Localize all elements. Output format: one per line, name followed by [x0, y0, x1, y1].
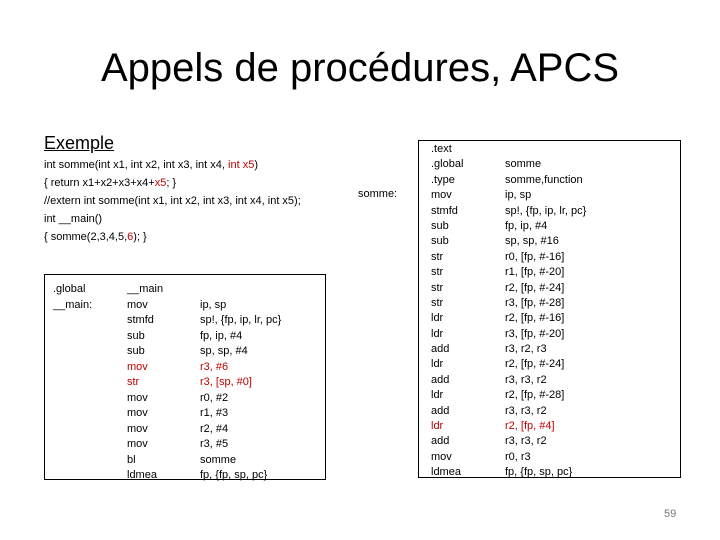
- asm-operand: r2, #4: [200, 422, 229, 435]
- asm-opcode: .type: [431, 173, 455, 186]
- main-asm-box: [44, 274, 326, 480]
- c-code-segment: //extern int somme(int x1, int x2, int x3, int x4, int x5);: [44, 195, 301, 207]
- asm-operand: fp, ip, #4: [505, 219, 548, 232]
- asm-operand: r3, [fp, #-20]: [505, 327, 565, 340]
- somme-asm-operands: [505, 157, 586, 480]
- asm-operand: r3, #5: [200, 438, 229, 450]
- c-code-segment: ); }: [133, 231, 147, 243]
- c-code-segment: { return x1+x2+x3+x4+: [44, 177, 155, 189]
- asm-opcode: mov: [127, 438, 148, 450]
- asm-operand: r2, [fp, #-16]: [505, 312, 565, 325]
- somme-asm-opcodes: [431, 142, 463, 481]
- asm-operand: r1, [fp, #-20]: [505, 266, 565, 279]
- main-asm-labels: [53, 282, 92, 313]
- asm-opcode: str: [431, 266, 444, 279]
- c-code-line: [44, 228, 301, 246]
- asm-opcode: add: [431, 435, 450, 448]
- asm-opcode: mov: [431, 450, 452, 463]
- asm-operand: sp, sp, #16: [505, 235, 559, 248]
- main-asm-operands: [200, 298, 281, 484]
- asm-operand: r3, [fp, #-28]: [505, 296, 565, 309]
- c-code-line: [44, 210, 301, 228]
- asm-operand: r0, [fp, #-16]: [505, 250, 565, 263]
- somme-asm-box: [418, 140, 681, 478]
- asm-opcode: sub: [431, 219, 449, 232]
- main-asm-opcodes: [127, 282, 163, 484]
- asm-opcode: mov: [127, 407, 148, 419]
- asm-operand: r3, r3, r2: [505, 435, 547, 448]
- asm-label: __main:: [53, 298, 93, 311]
- asm-operand: sp, sp, #4: [200, 345, 248, 357]
- asm-opcode: ldmea: [127, 469, 157, 481]
- asm-opcode: ldr: [431, 327, 444, 340]
- asm-operand: r2, [fp, #-24]: [505, 358, 565, 371]
- asm-operand: r3, r2, r3: [505, 343, 547, 356]
- asm-operand: somme: [505, 158, 542, 171]
- asm-opcode: mov: [127, 422, 148, 435]
- c-code-segment: int somme(int x1, int x2, int x3, int x4,: [44, 159, 229, 171]
- asm-operand: r3, r3, r2: [505, 404, 547, 417]
- asm-opcode: mov: [127, 391, 148, 404]
- asm-operand: r3, [sp, #0]: [200, 376, 252, 388]
- asm-operand: r0, #2: [200, 391, 229, 404]
- asm-opcode: stmfd: [127, 314, 154, 326]
- c-code-segment: ; }: [166, 177, 177, 189]
- exemple-heading: Exemple: [44, 133, 115, 153]
- asm-operand: ip, sp: [200, 298, 227, 311]
- asm-operand: r3, r3, r2: [505, 373, 547, 386]
- asm-opcode: sub: [127, 329, 145, 342]
- asm-opcode: str: [431, 281, 444, 294]
- asm-opcode: ldr: [431, 389, 444, 402]
- asm-opcode: str: [431, 296, 444, 309]
- asm-operand: r2, [fp, #-28]: [505, 389, 565, 402]
- asm-operand: r3, #6: [200, 360, 229, 373]
- asm-opcode: stmfd: [431, 204, 458, 217]
- c-code-segment: ): [254, 159, 258, 171]
- asm-operand: r1, #3: [200, 407, 229, 419]
- asm-opcode: sub: [127, 345, 145, 357]
- asm-label: .global: [53, 283, 86, 295]
- asm-opcode: mov: [431, 189, 452, 202]
- asm-operand: ip, sp: [505, 189, 532, 202]
- asm-opcode: ldr: [431, 312, 444, 325]
- c-code-segment: 6: [127, 231, 134, 243]
- asm-operand: sp!, {fp, ip, lr, pc}: [200, 314, 282, 326]
- c-code-segment: { somme(2,3,4,5,: [44, 231, 128, 243]
- asm-opcode: __main: [127, 283, 164, 295]
- somme-label: somme:: [358, 188, 398, 200]
- asm-operand: fp, {fp, sp, pc}: [200, 469, 268, 481]
- asm-opcode: ldr: [431, 420, 444, 433]
- asm-operand: somme: [200, 453, 237, 466]
- asm-opcode: add: [431, 404, 450, 417]
- asm-opcode: bl: [127, 453, 136, 466]
- page-number: 59: [664, 508, 677, 520]
- asm-opcode: str: [431, 250, 444, 263]
- asm-opcode: add: [431, 373, 450, 386]
- asm-operand: fp, {fp, sp, pc}: [505, 466, 573, 479]
- asm-opcode: ldmea: [431, 466, 461, 479]
- asm-operand: somme,function: [505, 173, 583, 186]
- asm-opcode: .text: [431, 143, 452, 155]
- asm-operand: r2, [fp, #4]: [505, 420, 555, 433]
- c-code-line: [44, 156, 301, 174]
- asm-operand: sp!, {fp, ip, lr, pc}: [505, 204, 587, 217]
- c-code-line: [44, 174, 301, 192]
- asm-opcode: add: [431, 343, 450, 356]
- asm-opcode: sub: [431, 235, 449, 248]
- c-code-segment: x5: [154, 177, 167, 189]
- c-code-segment: int x5: [228, 159, 255, 171]
- asm-operand: r0, r3: [505, 450, 531, 463]
- asm-opcode: ldr: [431, 358, 444, 371]
- asm-operand: r2, [fp, #-24]: [505, 281, 565, 294]
- c-source-code: [44, 156, 301, 246]
- asm-opcode: str: [127, 376, 140, 388]
- slide-title: Appels de procédures, APCS: [100, 46, 620, 90]
- asm-opcode: mov: [127, 360, 148, 373]
- asm-operand: fp, ip, #4: [200, 329, 243, 342]
- asm-opcode: .global: [431, 158, 464, 171]
- c-code-line: [44, 192, 301, 210]
- asm-opcode: mov: [127, 298, 148, 311]
- c-code-segment: int __main(): [44, 213, 103, 225]
